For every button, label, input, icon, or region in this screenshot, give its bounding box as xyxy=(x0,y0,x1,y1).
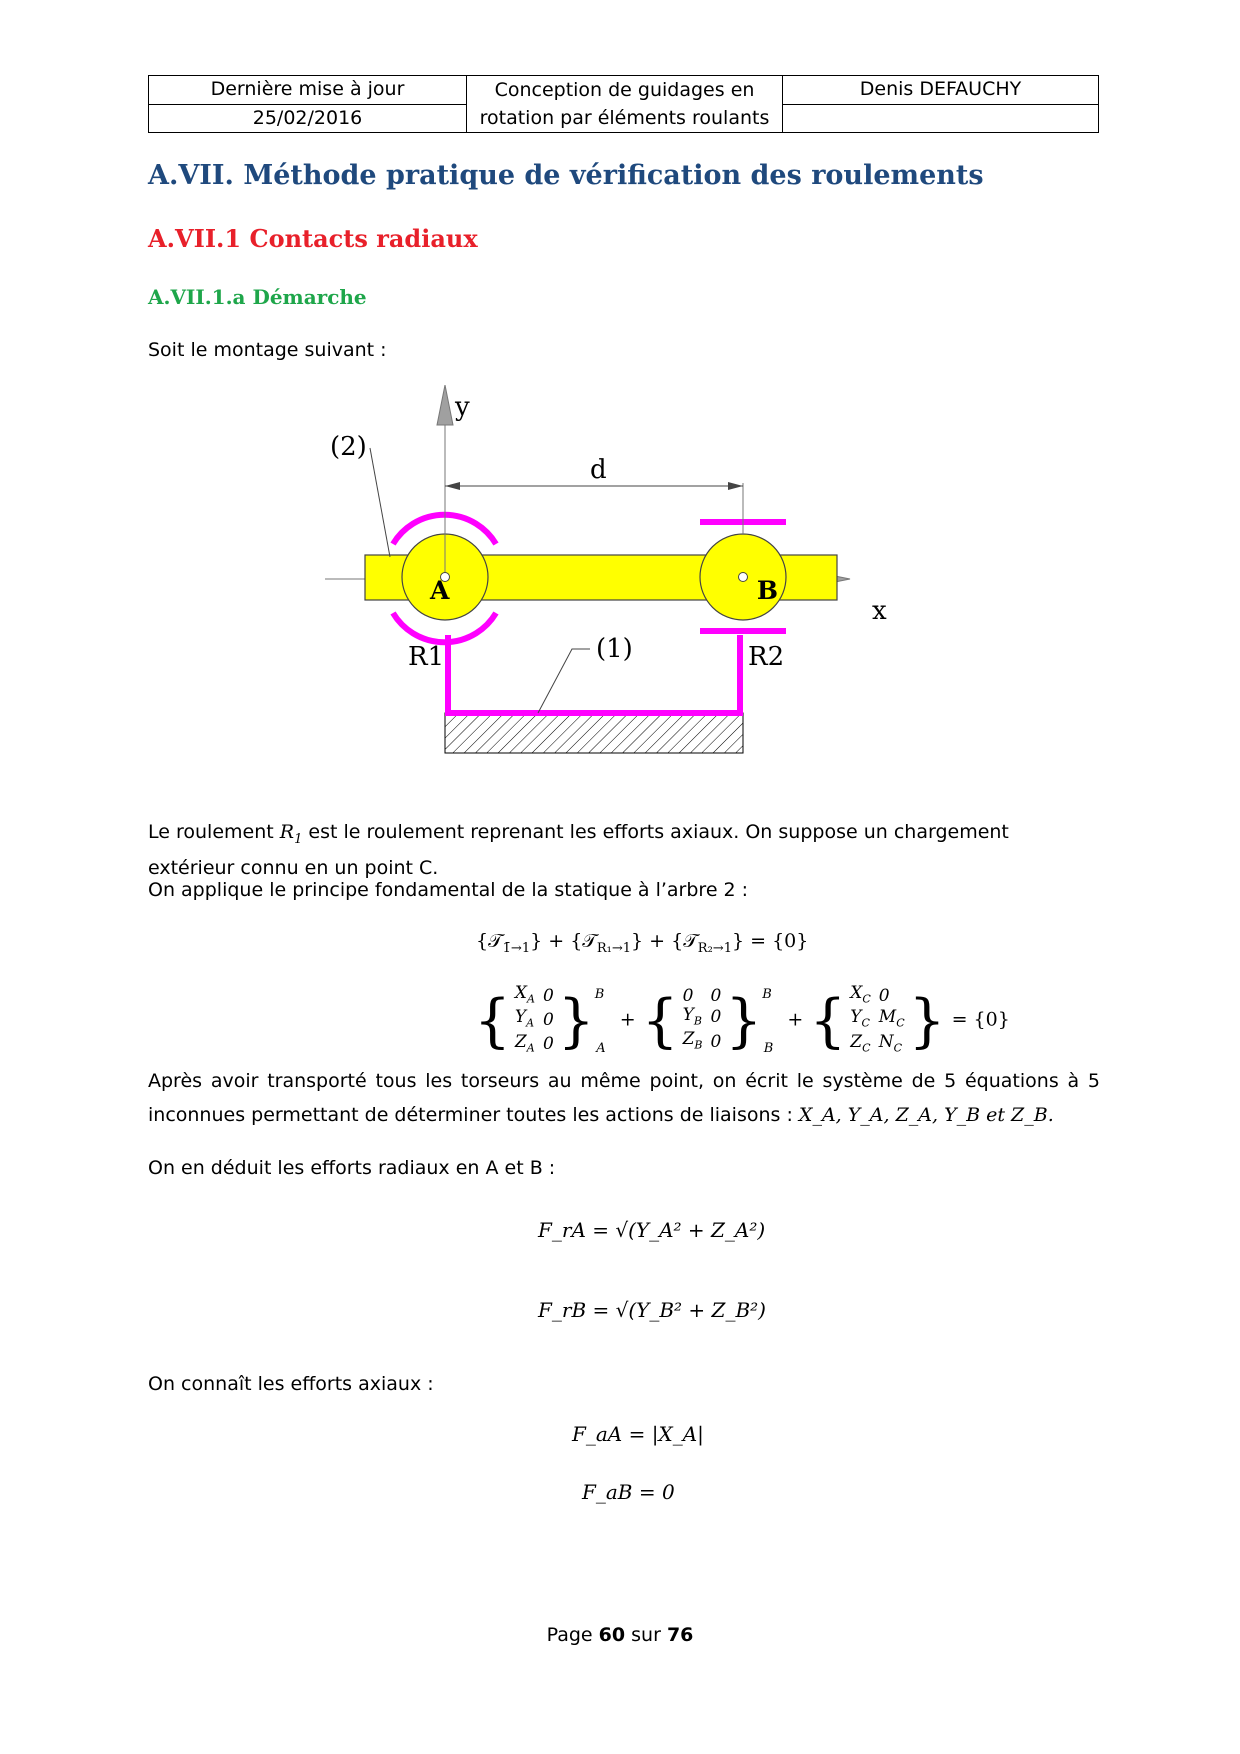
paragraph-axial: On connaît les efforts axiaux : xyxy=(148,1373,434,1395)
paragraph-pfs: On applique le principe fondamental de la statique à l’arbre 2 : xyxy=(148,879,749,901)
torsor-a xyxy=(511,984,558,1057)
r1-symbol: $R_1$ xyxy=(279,821,303,847)
paragraph-radial: On en déduit les efforts radiaux en A et B : xyxy=(148,1157,556,1179)
intro-text: Soit le montage suivant : xyxy=(148,339,387,361)
matrix-cell: 0 xyxy=(710,985,722,1006)
updated-date: 25/02/2016 xyxy=(149,104,467,133)
header-table xyxy=(148,75,1099,133)
matrix-cell: 0 xyxy=(542,1034,554,1055)
matrix-cell: $M_C$ xyxy=(878,1007,905,1030)
matrix-cell: $Y_B$ xyxy=(682,1004,702,1028)
torsor-b xyxy=(679,987,726,1055)
leader-1 xyxy=(538,649,590,713)
subsection-heading: A.VII.1 Contacts radiaux xyxy=(148,224,478,253)
frame-part-1 xyxy=(448,635,740,713)
matrix-cell: 0 xyxy=(710,1031,722,1052)
matrix-cell: $Z_C$ xyxy=(850,1031,871,1055)
matrix-cell: 0 xyxy=(878,985,890,1006)
label-r2: R2 xyxy=(748,642,785,672)
leader-2 xyxy=(370,448,390,557)
label-1: (1) xyxy=(596,634,633,664)
paragraph-bearing: Le roulement $R_1$ est le roulement reprenant les efforts axiaux. On suppose un chargement extérieur connu en un point C. xyxy=(148,821,1009,879)
label-b: B xyxy=(756,576,778,605)
label-a: A xyxy=(430,576,450,605)
equation-fab: F_aB = 0 xyxy=(582,1480,675,1504)
updated-label: Dernière mise à jour xyxy=(149,76,467,105)
equation-fra: F_rA = √(Y_A² + Z_A²) xyxy=(538,1218,766,1242)
subsubsection-heading: A.VII.1.a Démarche xyxy=(148,285,367,309)
equation-pfs: {𝒯$_{1̄\to 1}$} + {𝒯$_{R_1\to 1}$} + {𝒯$_{R_2\to 1}$} = {0} xyxy=(476,930,809,956)
author: Denis DEFAUCHY xyxy=(783,76,1099,105)
label-r1: R1 xyxy=(408,642,445,672)
matrix-cell: 0 xyxy=(542,985,554,1006)
y-axis-arrow xyxy=(437,385,453,425)
matrix-cell: $Y_A$ xyxy=(514,1007,535,1030)
dim-arrow-right xyxy=(728,482,743,490)
matrix-cell: $Y_C$ xyxy=(850,1007,870,1030)
section-heading: A.VII. Méthode pratique de vérification des roulements xyxy=(148,160,984,191)
paragraph-system: Après avoir transporté tous les torseurs au même point, on écrit le système de 5 équations à 5 inconnues permettant de déterminer toutes les actions de liaisons : X_A, Y_A, Z_A, Y_B et Z_B. xyxy=(148,1070,1100,1126)
label-2: (2) xyxy=(330,432,367,462)
dim-arrow-left xyxy=(445,482,460,490)
matrix-cell: 0 xyxy=(682,985,694,1006)
label-x: x xyxy=(872,596,887,626)
label-y: y xyxy=(455,392,470,422)
point-b-center xyxy=(739,573,748,582)
matrix-cell: 0 xyxy=(542,1010,554,1031)
matrix-cell: $Z_B$ xyxy=(682,1029,703,1052)
matrix-cell: $X_C$ xyxy=(850,983,871,1006)
doc-title: Conception de guidages en rotation par éléments roulants xyxy=(467,76,783,133)
matrix-cell: $X_A$ xyxy=(514,983,535,1006)
matrix-cell: 0 xyxy=(710,1007,722,1028)
label-d: d xyxy=(590,455,607,485)
equation-faa: F_aA = |X_A| xyxy=(572,1422,704,1446)
mounting-diagram xyxy=(300,385,920,765)
empty-cell xyxy=(783,104,1099,133)
matrix-cell: $Z_A$ xyxy=(514,1031,535,1055)
torsor-c xyxy=(846,984,908,1057)
equation-torsors: { $X_A$ 0 $Y_A$ 0 $Z_A$ 0 }$^B_A$ + { 0 0 $Y_B$ 0 $Z_B$ 0 }$^B_B$ + { $X_C$ 0 $Y_C$ $M_C$ $Z_C$ $N_C$ } = {0} xyxy=(474,983,1010,1056)
page-footer: Page 60 sur 76 xyxy=(546,1624,694,1646)
equation-frb: F_rB = √(Y_B² + Z_B²) xyxy=(538,1298,766,1322)
matrix-cell: $N_C$ xyxy=(878,1031,903,1055)
ground-hatch xyxy=(445,713,743,753)
